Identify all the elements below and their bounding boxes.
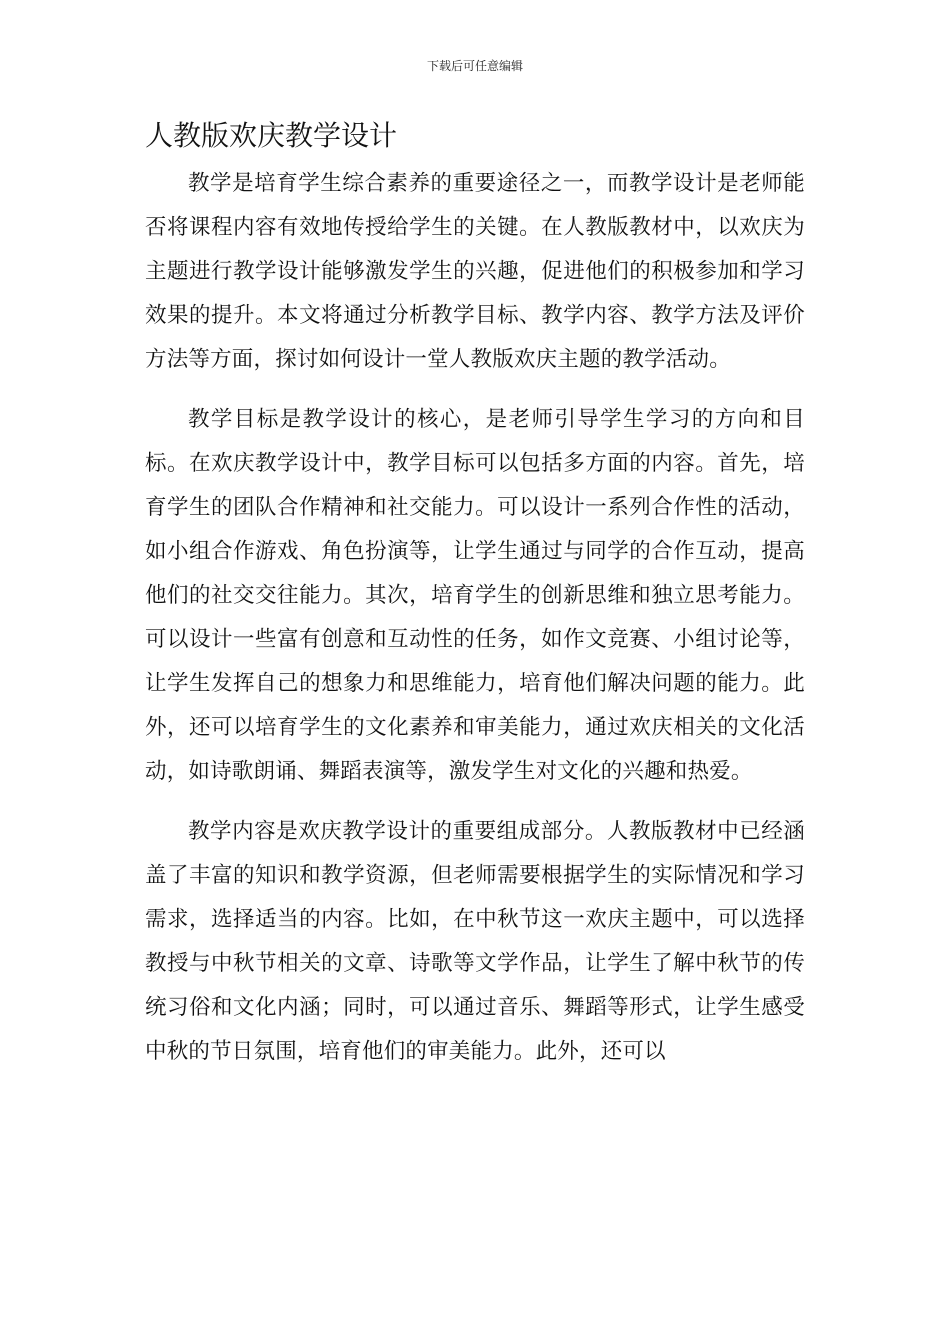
paragraph-intro: 教学是培育学生综合素养的重要途径之一，而教学设计是老师能否将课程内容有效地传授给学生的关键。在人教版教材中，以欢庆为主题进行教学设计能够激发学生的兴趣，促进他们的积极参加和学习效果的提升。本文将通过分析教学目标、教学内容、教学方法及评价方法等方面，探讨如何设计一堂人教版欢庆主题的教学活动。 (145, 171, 805, 372)
paragraph-teaching-content: 教学内容是欢庆教学设计的重要组成部分。人教版教材中已经涵盖了丰富的知识和教学资源，但老师需要根据学生的实际情况和学习需求，选择适当的内容。比如，在中秋节这一欢庆主题中，可以选择教授与中秋节相关的文章、诗歌等文学作品，让学生了解中秋节的传统习俗和文化内涵；同时，可以通过音乐、舞蹈等形式，让学生感受中秋的节日氛围，培育他们的审美能力。此外，还可以 (145, 819, 805, 1064)
paragraph-teaching-goals: 教学目标是教学设计的核心，是老师引导学生学习的方向和目标。在欢庆教学设计中，教学目标可以包括多方面的内容。首先，培育学生的团队合作精神和社交能力。可以设计一系列合作性的活动，如小组合作游戏、角色扮演等，让学生通过与同学的合作互动，提高他们的社交交往能力。其次，培育学生的创新思维和独立思考能力。可以设计一些富有创意和互动性的任务，如作文竞赛、小组讨论等，让学生发挥自己的想象力和思维能力，培育他们解决问题的能力。此外，还可以培育学生的文化素养和审美能力，通过欢庆相关的文化活动，如诗歌朗诵、舞蹈表演等，激发学生对文化的兴趣和热爱。 (145, 407, 805, 784)
header-note: 下载后可任意编辑 (426, 59, 523, 73)
document-body (145, 162, 805, 1090)
document-title: 人教版欢庆教学设计 (145, 119, 398, 152)
